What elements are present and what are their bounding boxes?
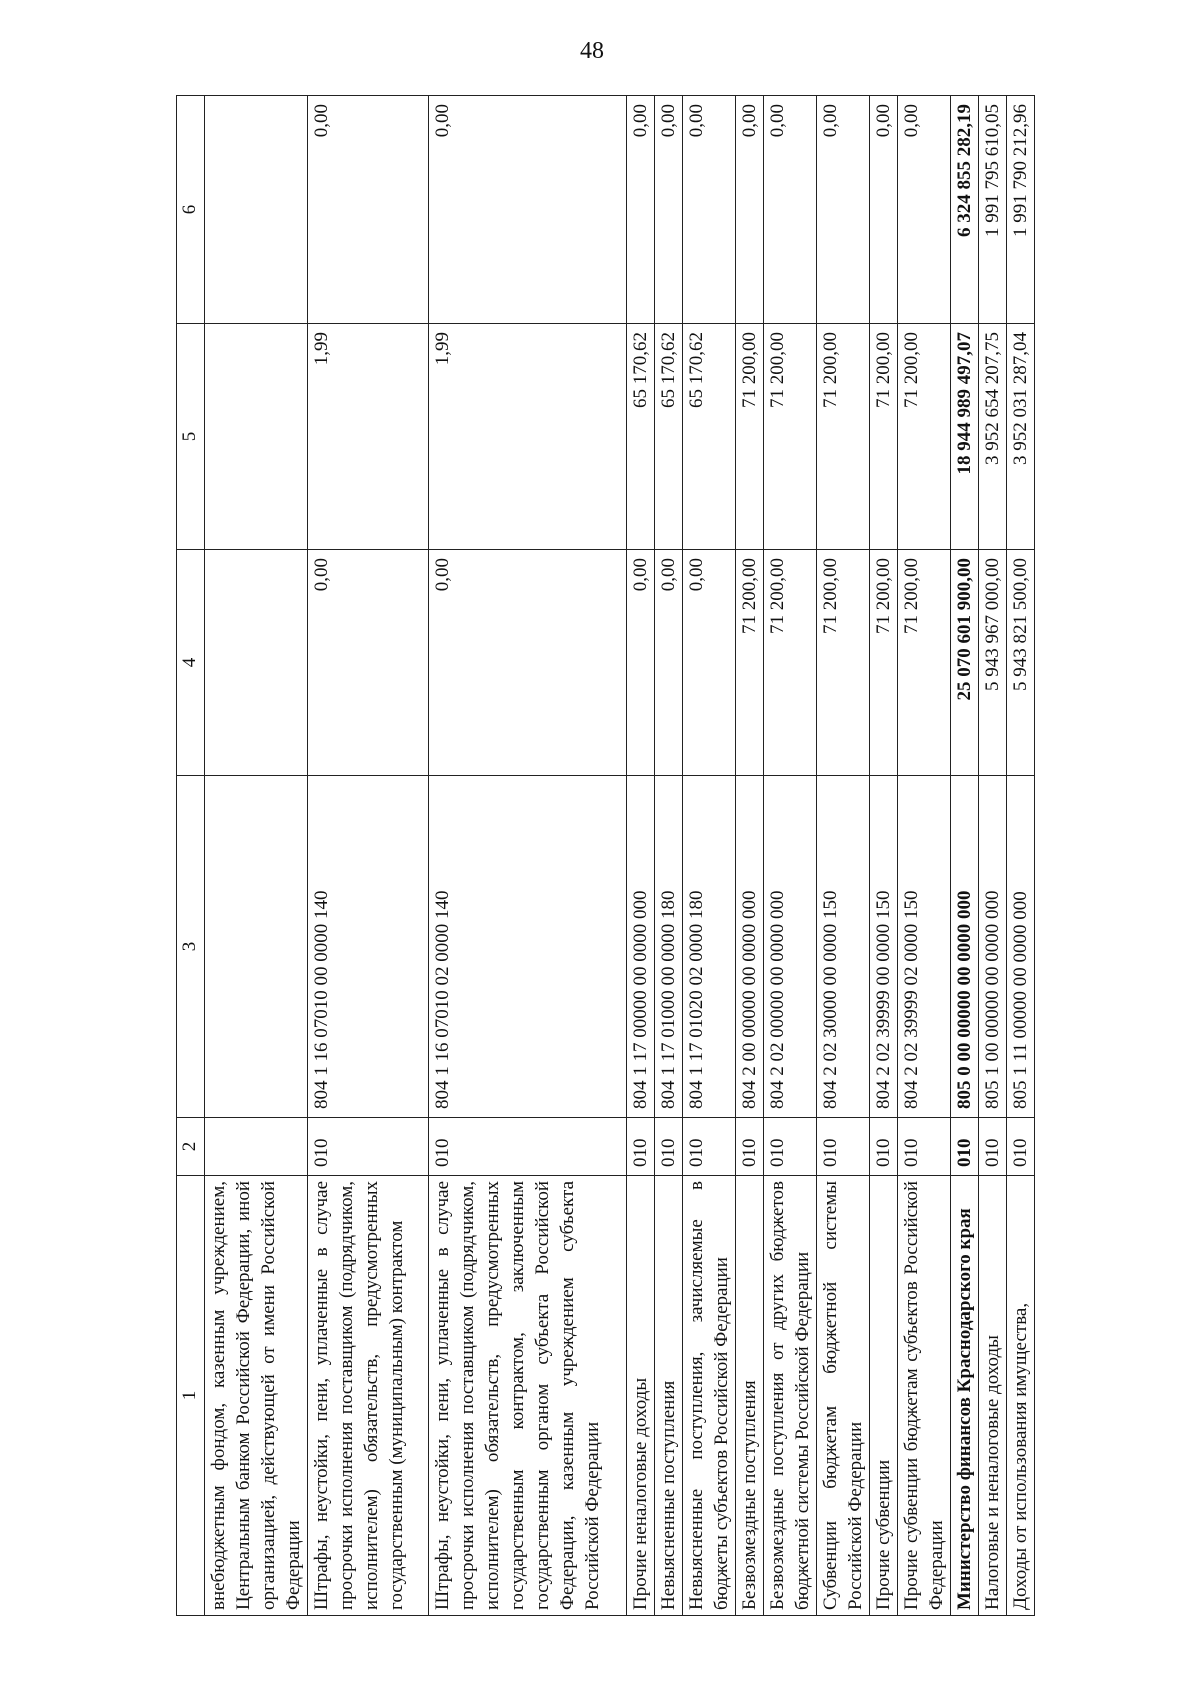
- row-budget-code-cell: 804 1 17 00000 00 0000 000: [627, 776, 655, 1118]
- row-col4-cell: 71 200,00: [736, 550, 764, 776]
- row-col6-cell: 6 324 855 282,19: [951, 96, 979, 324]
- row-budget-code-cell: 804 2 02 39999 02 0000 150: [898, 776, 951, 1118]
- table-row: [764, 96, 817, 1616]
- row-line-code-cell: 010: [764, 1118, 817, 1176]
- row-name-cell: Доходы от использования имущества,: [1007, 1176, 1035, 1616]
- row-col6-cell: 0,00: [870, 96, 898, 324]
- table-row: [1007, 96, 1035, 1616]
- row-col4-cell: 0,00: [308, 550, 429, 776]
- row-budget-code-cell: 805 0 00 00000 00 0000 000: [951, 776, 979, 1118]
- row-budget-code-cell: 804 1 16 07010 02 0000 140: [429, 776, 627, 1118]
- header-row: [177, 96, 205, 1616]
- row-line-code-cell: 010: [951, 1118, 979, 1176]
- row-name-cell: Невыясненные поступления: [655, 1176, 683, 1616]
- row-name-cell: внебюджетным фондом, казенным учреждением, Центральным банком Российской Федерации, иной организацией, действующей от имени Российской Федерации: [205, 1176, 308, 1616]
- row-col5-cell: 71 200,00: [817, 324, 870, 550]
- header-col-1: 1: [177, 1176, 205, 1616]
- row-col4-cell: 71 200,00: [870, 550, 898, 776]
- table-row: [429, 96, 627, 1616]
- table-row: [655, 96, 683, 1616]
- rotated-table-frame: [176, 96, 1096, 1616]
- row-line-code-cell: 010: [429, 1118, 627, 1176]
- row-col5-cell: 71 200,00: [764, 324, 817, 550]
- table-row: [817, 96, 870, 1616]
- row-col6-cell: 0,00: [655, 96, 683, 324]
- row-col6-cell: 0,00: [898, 96, 951, 324]
- row-name-cell: Невыясненные поступления, зачисляемые в бюджеты субъектов Российской Федерации: [683, 1176, 736, 1616]
- row-line-code-cell: 010: [627, 1118, 655, 1176]
- header-col-5: 5: [177, 324, 205, 550]
- table-row-ministry-total: [951, 96, 979, 1616]
- row-name-cell: Безвозмездные поступления от других бюджетов бюджетной системы Российской Федерации: [764, 1176, 817, 1616]
- table-row: [627, 96, 655, 1616]
- header-col-6: 6: [177, 96, 205, 324]
- row-col5-cell: [205, 324, 308, 550]
- row-col6-cell: 0,00: [308, 96, 429, 324]
- row-col4-cell: 0,00: [429, 550, 627, 776]
- row-col5-cell: 65 170,62: [655, 324, 683, 550]
- row-col4-cell: 5 943 821 500,00: [1007, 550, 1035, 776]
- row-col4-cell: 25 070 601 900,00: [951, 550, 979, 776]
- page-number: 48: [580, 38, 604, 64]
- table-row: [870, 96, 898, 1616]
- row-budget-code-cell: 804 2 02 39999 00 0000 150: [870, 776, 898, 1118]
- row-col5-cell: 1,99: [308, 324, 429, 550]
- row-line-code-cell: 010: [683, 1118, 736, 1176]
- row-col4-cell: 71 200,00: [764, 550, 817, 776]
- row-budget-code-cell: 804 2 00 00000 00 0000 000: [736, 776, 764, 1118]
- row-name-cell: Министерство финансов Краснодарского края: [951, 1176, 979, 1616]
- row-budget-code-cell: 805 1 00 00000 00 0000 000: [979, 776, 1007, 1118]
- row-col4-cell: 71 200,00: [898, 550, 951, 776]
- header-col-4: 4: [177, 550, 205, 776]
- row-col4-cell: 5 943 967 000,00: [979, 550, 1007, 776]
- row-budget-code-cell: 805 1 11 00000 00 0000 000: [1007, 776, 1035, 1118]
- row-col4-cell: 0,00: [627, 550, 655, 776]
- row-col4-cell: [205, 550, 308, 776]
- row-col6-cell: 1 991 795 610,05: [979, 96, 1007, 324]
- row-line-code-cell: 010: [308, 1118, 429, 1176]
- table-row: [736, 96, 764, 1616]
- row-col5-cell: 18 944 989 497,07: [951, 324, 979, 550]
- row-col6-cell: 0,00: [736, 96, 764, 324]
- row-line-code-cell: 010: [898, 1118, 951, 1176]
- table-row: [979, 96, 1007, 1616]
- row-line-code-cell: [205, 1118, 308, 1176]
- row-budget-code-cell: 804 1 16 07010 00 0000 140: [308, 776, 429, 1118]
- row-col5-cell: 71 200,00: [898, 324, 951, 550]
- row-col6-cell: 0,00: [429, 96, 627, 324]
- row-col6-cell: 0,00: [627, 96, 655, 324]
- row-line-code-cell: 010: [655, 1118, 683, 1176]
- row-col5-cell: 3 952 031 287,04: [1007, 324, 1035, 550]
- row-col4-cell: 71 200,00: [817, 550, 870, 776]
- row-col6-cell: 0,00: [683, 96, 736, 324]
- row-col5-cell: 3 952 654 207,75: [979, 324, 1007, 550]
- row-line-code-cell: 010: [870, 1118, 898, 1176]
- row-budget-code-cell: 804 1 17 01000 00 0000 180: [655, 776, 683, 1118]
- row-col6-cell: 0,00: [764, 96, 817, 324]
- row-col6-cell: [205, 96, 308, 324]
- row-name-cell: Прочие субвенции: [870, 1176, 898, 1616]
- row-budget-code-cell: 804 1 17 01020 02 0000 180: [683, 776, 736, 1118]
- table-row: [205, 96, 308, 1616]
- table-row: [308, 96, 429, 1616]
- row-name-cell: Безвозмездные поступления: [736, 1176, 764, 1616]
- table-row: [683, 96, 736, 1616]
- row-name-cell: Прочие неналоговые доходы: [627, 1176, 655, 1616]
- row-name-cell: Прочие субвенции бюджетам субъектов Российской Федерации: [898, 1176, 951, 1616]
- row-col5-cell: 71 200,00: [736, 324, 764, 550]
- row-col6-cell: 1 991 790 212,96: [1007, 96, 1035, 324]
- row-name-cell: Штрафы, неустойки, пени, уплаченные в случае просрочки исполнения поставщиком (подрядчиком, исполнителем) обязательств, предусмотренных государственным (муниципальным) контрактом: [308, 1176, 429, 1616]
- table-container: [176, 96, 1096, 1616]
- row-name-cell: Налоговые и неналоговые доходы: [979, 1176, 1007, 1616]
- row-col5-cell: 1,99: [429, 324, 627, 550]
- row-budget-code-cell: [205, 776, 308, 1118]
- row-name-cell: Штрафы, неустойки, пени, уплаченные в случае просрочки исполнения поставщиком (подрядчиком, исполнителем) обязательств, предусмотренных государственным контрактом, заключенным государственным органом субъекта Российской Федерации, казенным учреждением субъекта Российской Федерации: [429, 1176, 627, 1616]
- row-col4-cell: 0,00: [655, 550, 683, 776]
- row-line-code-cell: 010: [1007, 1118, 1035, 1176]
- income-table: [176, 95, 1035, 1616]
- row-col5-cell: 65 170,62: [683, 324, 736, 550]
- row-budget-code-cell: 804 2 02 00000 00 0000 000: [764, 776, 817, 1118]
- row-line-code-cell: 010: [817, 1118, 870, 1176]
- table-row: [898, 96, 951, 1616]
- header-col-2: 2: [177, 1118, 205, 1176]
- row-line-code-cell: 010: [736, 1118, 764, 1176]
- row-col6-cell: 0,00: [817, 96, 870, 324]
- row-name-cell: Субвенции бюджетам бюджетной системы Российской Федерации: [817, 1176, 870, 1616]
- row-col5-cell: 71 200,00: [870, 324, 898, 550]
- row-line-code-cell: 010: [979, 1118, 1007, 1176]
- row-col4-cell: 0,00: [683, 550, 736, 776]
- row-col5-cell: 65 170,62: [627, 324, 655, 550]
- row-budget-code-cell: 804 2 02 30000 00 0000 150: [817, 776, 870, 1118]
- header-col-3: 3: [177, 776, 205, 1118]
